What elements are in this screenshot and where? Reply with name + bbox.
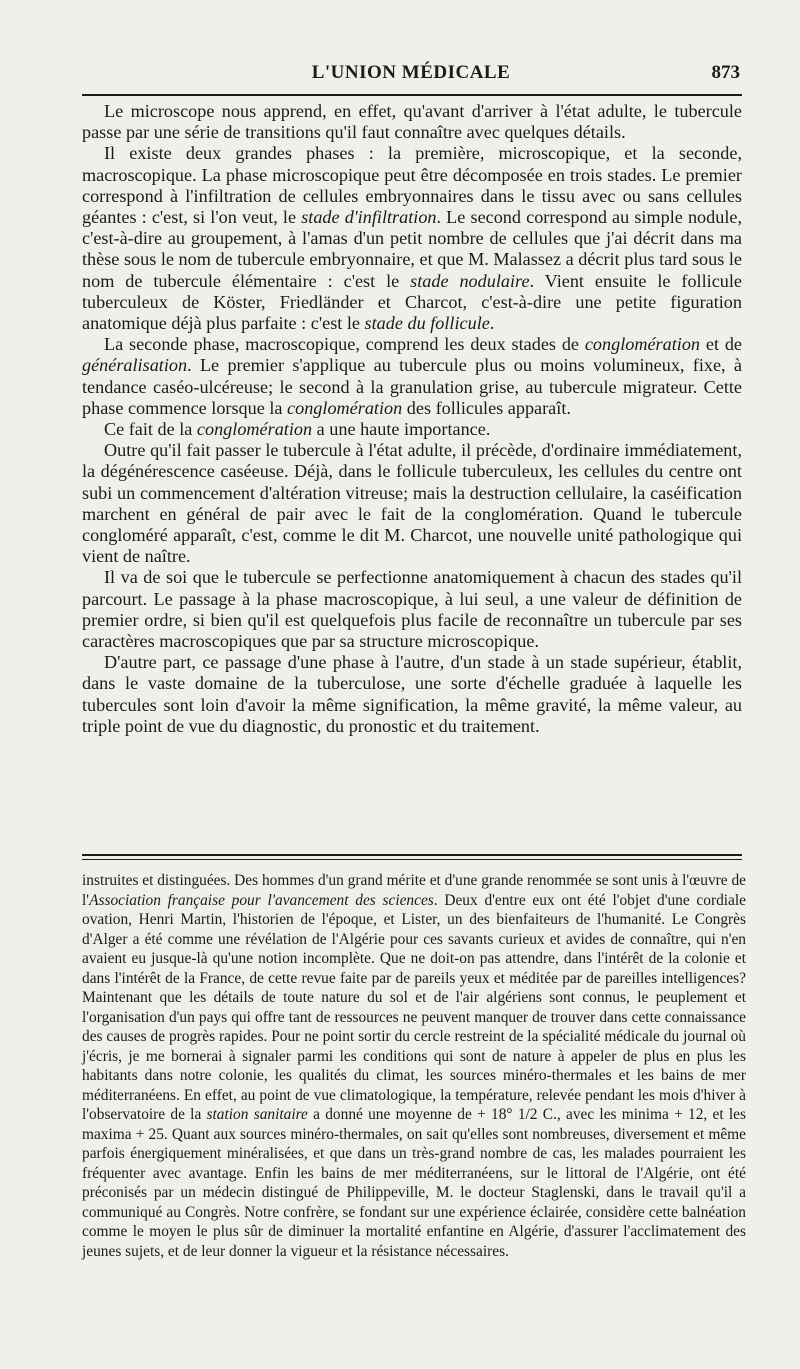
term-association: Association française pour l'avancement des sciences xyxy=(89,891,434,909)
paragraph-3 xyxy=(82,334,742,419)
paragraph-2-text-b: . Le second correspond au simple nodule, c'est-à-dire au groupement, à l'amas d'un petit nombre de cellules que j'ai décrit dans ma thèse sous le nom de tubercule embryonnaire, et que M. Malassez a décrit plus tard sous le nom de tubercule élémentaire : c'est le xyxy=(82,207,743,291)
term-stade-nodulaire: stade nodulaire xyxy=(410,270,530,291)
paragraph-5 xyxy=(82,440,742,567)
term-generalisation: généralisation xyxy=(82,355,188,376)
header-rule xyxy=(82,94,742,96)
paragraph-2-text-a: Il existe deux grandes phases : la première, microscopique, et la seconde, macroscopique. La phase microscopique peut être décomposée en trois stades. Le premier correspond à l'infiltration de cellules embryonnaires dans le tissu avec ou sans cellules géantes : c'est, si l'on veut, le xyxy=(82,143,742,228)
term-stade-follicule: stade du follicule xyxy=(364,313,490,334)
term-conglomeration: conglomération xyxy=(584,334,701,355)
paragraph-4 xyxy=(82,419,742,440)
paragraph-2-text-c: . Vient ensuite le follicule tuberculeux de Köster, Friedländer et Charcot, c'est-à-dire une petite figuration anatomique déjà plus parfaite : c'est le xyxy=(82,270,742,334)
term-station-sanitaire: station sanitaire xyxy=(206,1106,308,1123)
running-title: L'UNION MÉDICALE xyxy=(311,62,511,83)
paragraph-3-text-d: des follicules apparaît. xyxy=(402,397,571,418)
paragraph-7-text: D'autre part, ce passage d'une phase à l'autre, d'un stade à un stade supérieur, établit, dans le vaste domaine de la tuberculose, une sorte d'échelle graduée à laquelle les tubercules sont loin d'avoir la même signification, la même gravité, la même valeur, au triple point de vue du diagnostic, du pronostic et du traitement. xyxy=(82,652,742,736)
paragraph-6 xyxy=(82,567,742,652)
footnote-text-a: instruites et distinguées. Des hommes d'un grand mérite et d'une grande renommée se sont unis à l'œuvre de l' xyxy=(82,872,746,909)
footnote-text xyxy=(82,871,746,1261)
running-head xyxy=(82,62,740,86)
footnote-rule-bottom xyxy=(82,859,742,860)
footnote-text-b: . Deux d'entre eux ont été l'objet d'une cordiale ovation, Henri Martin, l'historien de l'époque, et Lister, un des bienfaiteurs de l'humanité. Le Congrès d'Alger a été comme une révélation de l'Algérie pour ces savants curieux et avides de connaître, qui n'en avaient eu jusque-là qu'une notion incomplète. Que ne doit-on pas attendre, dans l'intérêt de la colonie et dans l'intérêt de la France, de cette revue faite par de pareils yeux et méditée par de pareilles intelligences? Maintenant que les détails de toute nature du sol et de l'air algériens sont connus, le peuplement et l'organisation d'un pays qui offre tant de ressources ne peuvent manquer de trouver dans cette connaissance des causes de progrès rapides. Pour ne point sortir du cercle restreint de la spécialité médicale du journal où j'écris, je me bornerai à signaler parmi les conditions qui sont de nature à appeler de plus en plus les habitants dans notre colonie, les qualités du climat, les sources minéro-thermales et les bains de mer méditerranéens. En effet, au point de vue climatologique, la température, relevée pendant les mois d'hiver à l'observatoire de la xyxy=(82,891,746,1123)
paragraph-3-text-b: et de xyxy=(700,334,743,355)
paragraph-5-text: Outre qu'il fait passer le tubercule à l'état adulte, il précède, d'ordinaire immédiatement, la dégénérescence caséeuse. Déjà, dans le follicule tuberculeux, les cellules du centre ont subi un commencement d'altération vitreuse; mais la destruction cellulaire, la caséification marchent en général de pair avec le fait de la conglomération. Quand le tubercule congloméré apparaît, c'est, comme le dit M. Charcot, une nouvelle unité pathologique qui vient de naître. xyxy=(82,440,742,567)
paragraph-2 xyxy=(82,143,742,334)
main-text xyxy=(82,101,742,737)
term-conglomeration-2: conglomération xyxy=(287,397,403,418)
paragraph-1-text: Le microscope nous apprend, en effet, qu'avant d'arriver à l'état adulte, le tubercule passe par une série de transitions qu'il faut connaître avec quelques détails. xyxy=(82,101,742,143)
term-stade-infiltration: stade d'infiltration xyxy=(301,207,437,228)
paragraph-3-text-a: La seconde phase, macroscopique, comprend les deux stades de xyxy=(104,334,585,355)
paragraph-2-text-d: . xyxy=(489,313,495,334)
paragraph-4-text-a: Ce fait de la xyxy=(104,419,197,440)
paragraph-6-text: Il va de soi que le tubercule se perfectionne anatomiquement à chacun des stades qu'il parcourt. Le passage à la phase macroscopique, à lui seul, a une valeur de définition de premier ordre, si bien qu'il est quelquefois plus facile de reconnaître un tubercule par ses caractères macroscopiques que par sa structure microscopique. xyxy=(82,567,742,652)
paragraph-1 xyxy=(82,101,742,143)
paragraph-7 xyxy=(82,652,742,737)
paragraph-3-text-c: . Le premier s'applique au tubercule plus ou moins volumineux, fixe, à tendance caséo-ulcéreuse; le second à la granulation grise, au tubercule migrateur. Cette phase commence lorsque la xyxy=(82,355,742,418)
footnote-text-c: a donné une moyenne de + 18° 1/2 C., avec les minima + 12, et les maxima + 25. Quant aux sources minéro-thermales, on sait qu'elles sont nombreuses, diversement et même parfois énergiquement minéralisées, et que dans un très-grand nombre de cas, les malades pourraient les fréquenter avec avantage. Enfin les bains de mer méditerranéens, sur le littoral de l'Algérie, ont été préconisés par un médecin distingué de Philippeville, M. le docteur Staglenski, dans le travail qu'il a communiqué au Congrès. Notre confrère, se fondant sur une expérience éclairée, considère cette balnéation comme le moyen le plus sûr de diminuer la mortalité enfantine en Algérie, d'assurer l'acclimatement des jeunes sujets, et de leur donner la vigueur et la résistance nécessaires. xyxy=(82,1106,746,1260)
page-number: 873 xyxy=(711,62,740,83)
paragraph-4-text-b: a une haute importance. xyxy=(312,419,491,440)
term-conglomeration-3: conglomération xyxy=(196,419,313,440)
footnote-rule-top xyxy=(82,854,742,856)
footnote-paragraph xyxy=(82,871,746,1261)
